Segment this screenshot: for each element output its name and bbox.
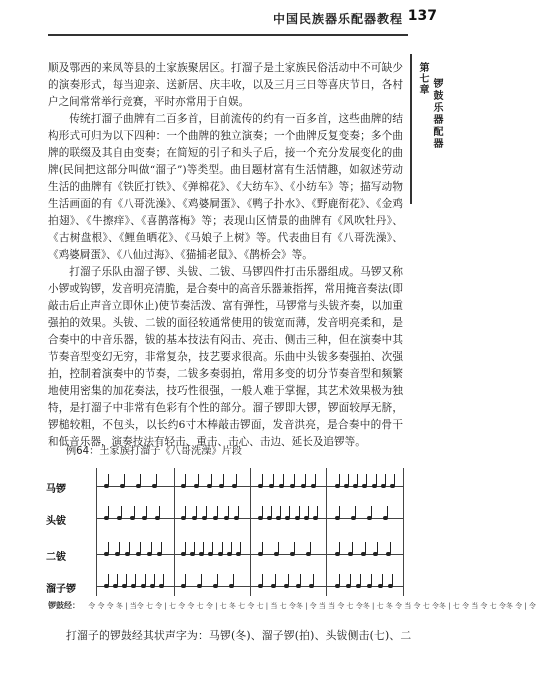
note-stem <box>371 574 372 585</box>
note-stem <box>262 542 263 553</box>
note-stem <box>350 574 351 585</box>
note-stem <box>119 542 120 553</box>
instrument-label-er-bo: 二钹 <box>46 552 66 563</box>
note-stem <box>392 574 393 585</box>
note-stem <box>262 574 263 585</box>
note-stem <box>339 574 340 585</box>
note-stem <box>159 506 160 517</box>
note-stem <box>283 474 284 485</box>
barline <box>326 468 327 596</box>
side-chapter-label: 第七章 <box>417 62 428 95</box>
note-stem <box>387 506 388 517</box>
note-stem <box>231 542 232 553</box>
note-stem <box>185 542 186 553</box>
note-stem <box>117 574 118 585</box>
note-stem <box>273 474 274 485</box>
note-stem <box>371 506 372 517</box>
book-title: 中国民族器乐配器教程 <box>272 12 403 26</box>
note-stem <box>348 474 349 485</box>
body-text <box>48 60 403 451</box>
note-stem <box>294 474 295 485</box>
note-stem <box>366 474 367 485</box>
note-stem <box>121 506 122 517</box>
note-stem <box>339 542 340 553</box>
note-stem <box>108 574 109 585</box>
note-stem <box>315 474 316 485</box>
note-stem <box>262 506 263 517</box>
note-stem <box>196 506 197 517</box>
note-stem <box>233 574 234 585</box>
note-stem <box>108 506 109 517</box>
note-stem <box>236 474 237 485</box>
note-stem <box>288 574 289 585</box>
note-stem <box>154 574 155 585</box>
note-stem <box>275 574 276 585</box>
note-stem <box>185 474 186 485</box>
note-stem <box>376 474 377 485</box>
note-stem <box>299 506 300 517</box>
note-stem <box>385 474 386 485</box>
note-stem <box>212 542 213 553</box>
side-section-label: 锣鼓乐器配器 <box>431 78 442 150</box>
closing-text: 打溜子的锣鼓经其状声字为：马锣(冬)、溜子锣(拍)、头钹侧击(七)、二 <box>66 629 412 642</box>
barline <box>250 468 251 596</box>
paragraph-3: 打溜子乐队由溜子锣、头钹、二钹、马锣四件打击乐器组成。马锣又称小锣或钩锣，发音明亮清脆，是合奏中的高音乐器兼指挥，常用掩音奏法(即敲击后止声音立即休止)使节奏活泼、富有弹性，马锣常与头钹齐奏，以加重强拍的效果。头钹、二钹的面径较通常使用的钹宽而薄，发音明亮柔和，是合奏中的中音乐器，钹的基本技法有闷击、亮击、侧击三种，但在演奏中其节奏音型变幻无穷，非常复杂，技艺要求很高。乐曲中头钹多奏强拍、次强拍，控制着演奏中的节奏，二钹多奏弱拍，常用多变的切分节奏音型和频繁地使用密集的加花奏法，技巧性很强，一般人难于掌握，其艺术效果极为独特，是打溜子中非常有色彩有个性的部分。溜子锣即大锣，锣面较厚无脐，锣槌较粗，不包头，以长约6寸木棒敲击锣面，发音洪亮，是合奏中的骨干和低音乐器，演奏技法有轻击、重击、击心、击边、延长及追锣等。 <box>48 266 403 448</box>
barline <box>174 468 175 596</box>
note-stem <box>223 474 224 485</box>
note-stem <box>240 542 241 553</box>
note-stem <box>271 506 272 517</box>
note-stem <box>161 542 162 553</box>
chapter-side-label <box>410 54 446 204</box>
note-stem <box>217 506 218 517</box>
note-stem <box>140 542 141 553</box>
note-stem <box>156 474 157 485</box>
note-stem <box>163 574 164 585</box>
note-stem <box>201 574 202 585</box>
note-stem <box>339 474 340 485</box>
notation-text: 令 令 令 冬 | 当令 七 令 | 七 令 令 七 令 | 七 冬 七 令 七 | 当 七 令冬 | 令 当 当 令 七 令冬 | 七 冬 令 当 令 七 令冬 | 七 令 当 令 七 令冬 令 | 令 <box>88 602 536 610</box>
note-stem <box>313 574 314 585</box>
note-stem <box>222 542 223 553</box>
note-stem <box>206 506 207 517</box>
page-number: 137 <box>407 8 437 24</box>
note-stem <box>300 574 301 585</box>
note-stem <box>129 542 130 553</box>
note-stem <box>310 542 311 553</box>
example-caption: 例64：土家族打溜子《八哥洗澡》片段 <box>66 446 242 457</box>
note-stem <box>382 574 383 585</box>
note-stem <box>203 542 204 553</box>
note-stem <box>126 574 127 585</box>
percussion-score <box>44 460 406 610</box>
note-stem <box>390 542 391 553</box>
note-stem <box>146 506 147 517</box>
note-stem <box>339 506 340 517</box>
note-stem <box>262 474 263 485</box>
note-stem <box>360 574 361 585</box>
note-stem <box>238 506 239 517</box>
note-stem <box>140 474 141 485</box>
note-stem <box>211 474 212 485</box>
note-stem <box>124 474 125 485</box>
header-rule <box>48 34 408 36</box>
barline <box>403 468 404 596</box>
paragraph-2: 传统打溜子曲牌有二百多首，目前流传的约有一百多首，这些曲牌的结构形式可归为以下四种：一个曲牌的独立演奏；一个曲牌反复变奏；多个曲牌的联缀及其自由变奏；在简短的引子和头子后，接一个充分发展变化的曲牌(民间把这部分叫做“溜子”)等类型。曲目题材富有生活情趣，如叙述劳动生活的曲牌有《铁匠打铁》、《弹棉花》、《大纺车》、《小纺车》等；描写动物生活画面的有《八哥洗澡》、《鸡婆屙蛋》、《鸭子扑水》、《野鹿衔花》、《金鸡拍翅》、《牛擦痒》、《喜鹊落梅》等；表现山区情景的曲牌有《风吹牡丹》、《古树盘根》、《鲤鱼晒花》、《马娘子上树》等。代表曲目有《八哥洗澡》、《鸡婆屙蛋》、《八仙过海》、《猫捕老鼠》、《鹊桥会》等。 <box>48 113 403 261</box>
note-stem <box>294 542 295 553</box>
note-stem <box>228 506 229 517</box>
instrument-label-ma-luo: 马锣 <box>46 484 66 495</box>
note-stem <box>377 542 378 553</box>
note-stem <box>280 506 281 517</box>
note-stem <box>151 542 152 553</box>
note-stem <box>305 474 306 485</box>
note-stem <box>134 506 135 517</box>
note-stem <box>217 574 218 585</box>
note-stem <box>308 506 309 517</box>
note-stem <box>352 542 353 553</box>
barline <box>96 468 97 596</box>
note-stem <box>135 574 136 585</box>
note-stem <box>278 542 279 553</box>
note-stem <box>394 474 395 485</box>
note-stem <box>317 506 318 517</box>
note-stem <box>289 506 290 517</box>
note-stem <box>185 574 186 585</box>
note-stem <box>108 474 109 485</box>
luogu-jing-line <box>48 600 536 611</box>
note-stem <box>194 542 195 553</box>
note-stem <box>145 574 146 585</box>
note-stem <box>198 474 199 485</box>
paragraph-1: 顺及鄂西的来凤等县的土家族聚居区。打溜子是土家族民俗活动中不可缺少的演奏形式，每当迎亲、送新居、庆丰收，以及三月三日等喜庆节日，各村户之间常常举行竞赛，平时亦常用于自娱。 <box>48 62 403 108</box>
instrument-label-tou-bo: 头钹 <box>46 516 66 527</box>
instrument-label-liuzi-luo: 溜子锣 <box>46 584 76 595</box>
note-stem <box>355 506 356 517</box>
note-stem <box>365 542 366 553</box>
note-stem <box>357 474 358 485</box>
notation-label: 锣鼓经： <box>48 601 80 610</box>
note-stem <box>108 542 109 553</box>
page-header <box>0 8 449 30</box>
note-stem <box>185 506 186 517</box>
